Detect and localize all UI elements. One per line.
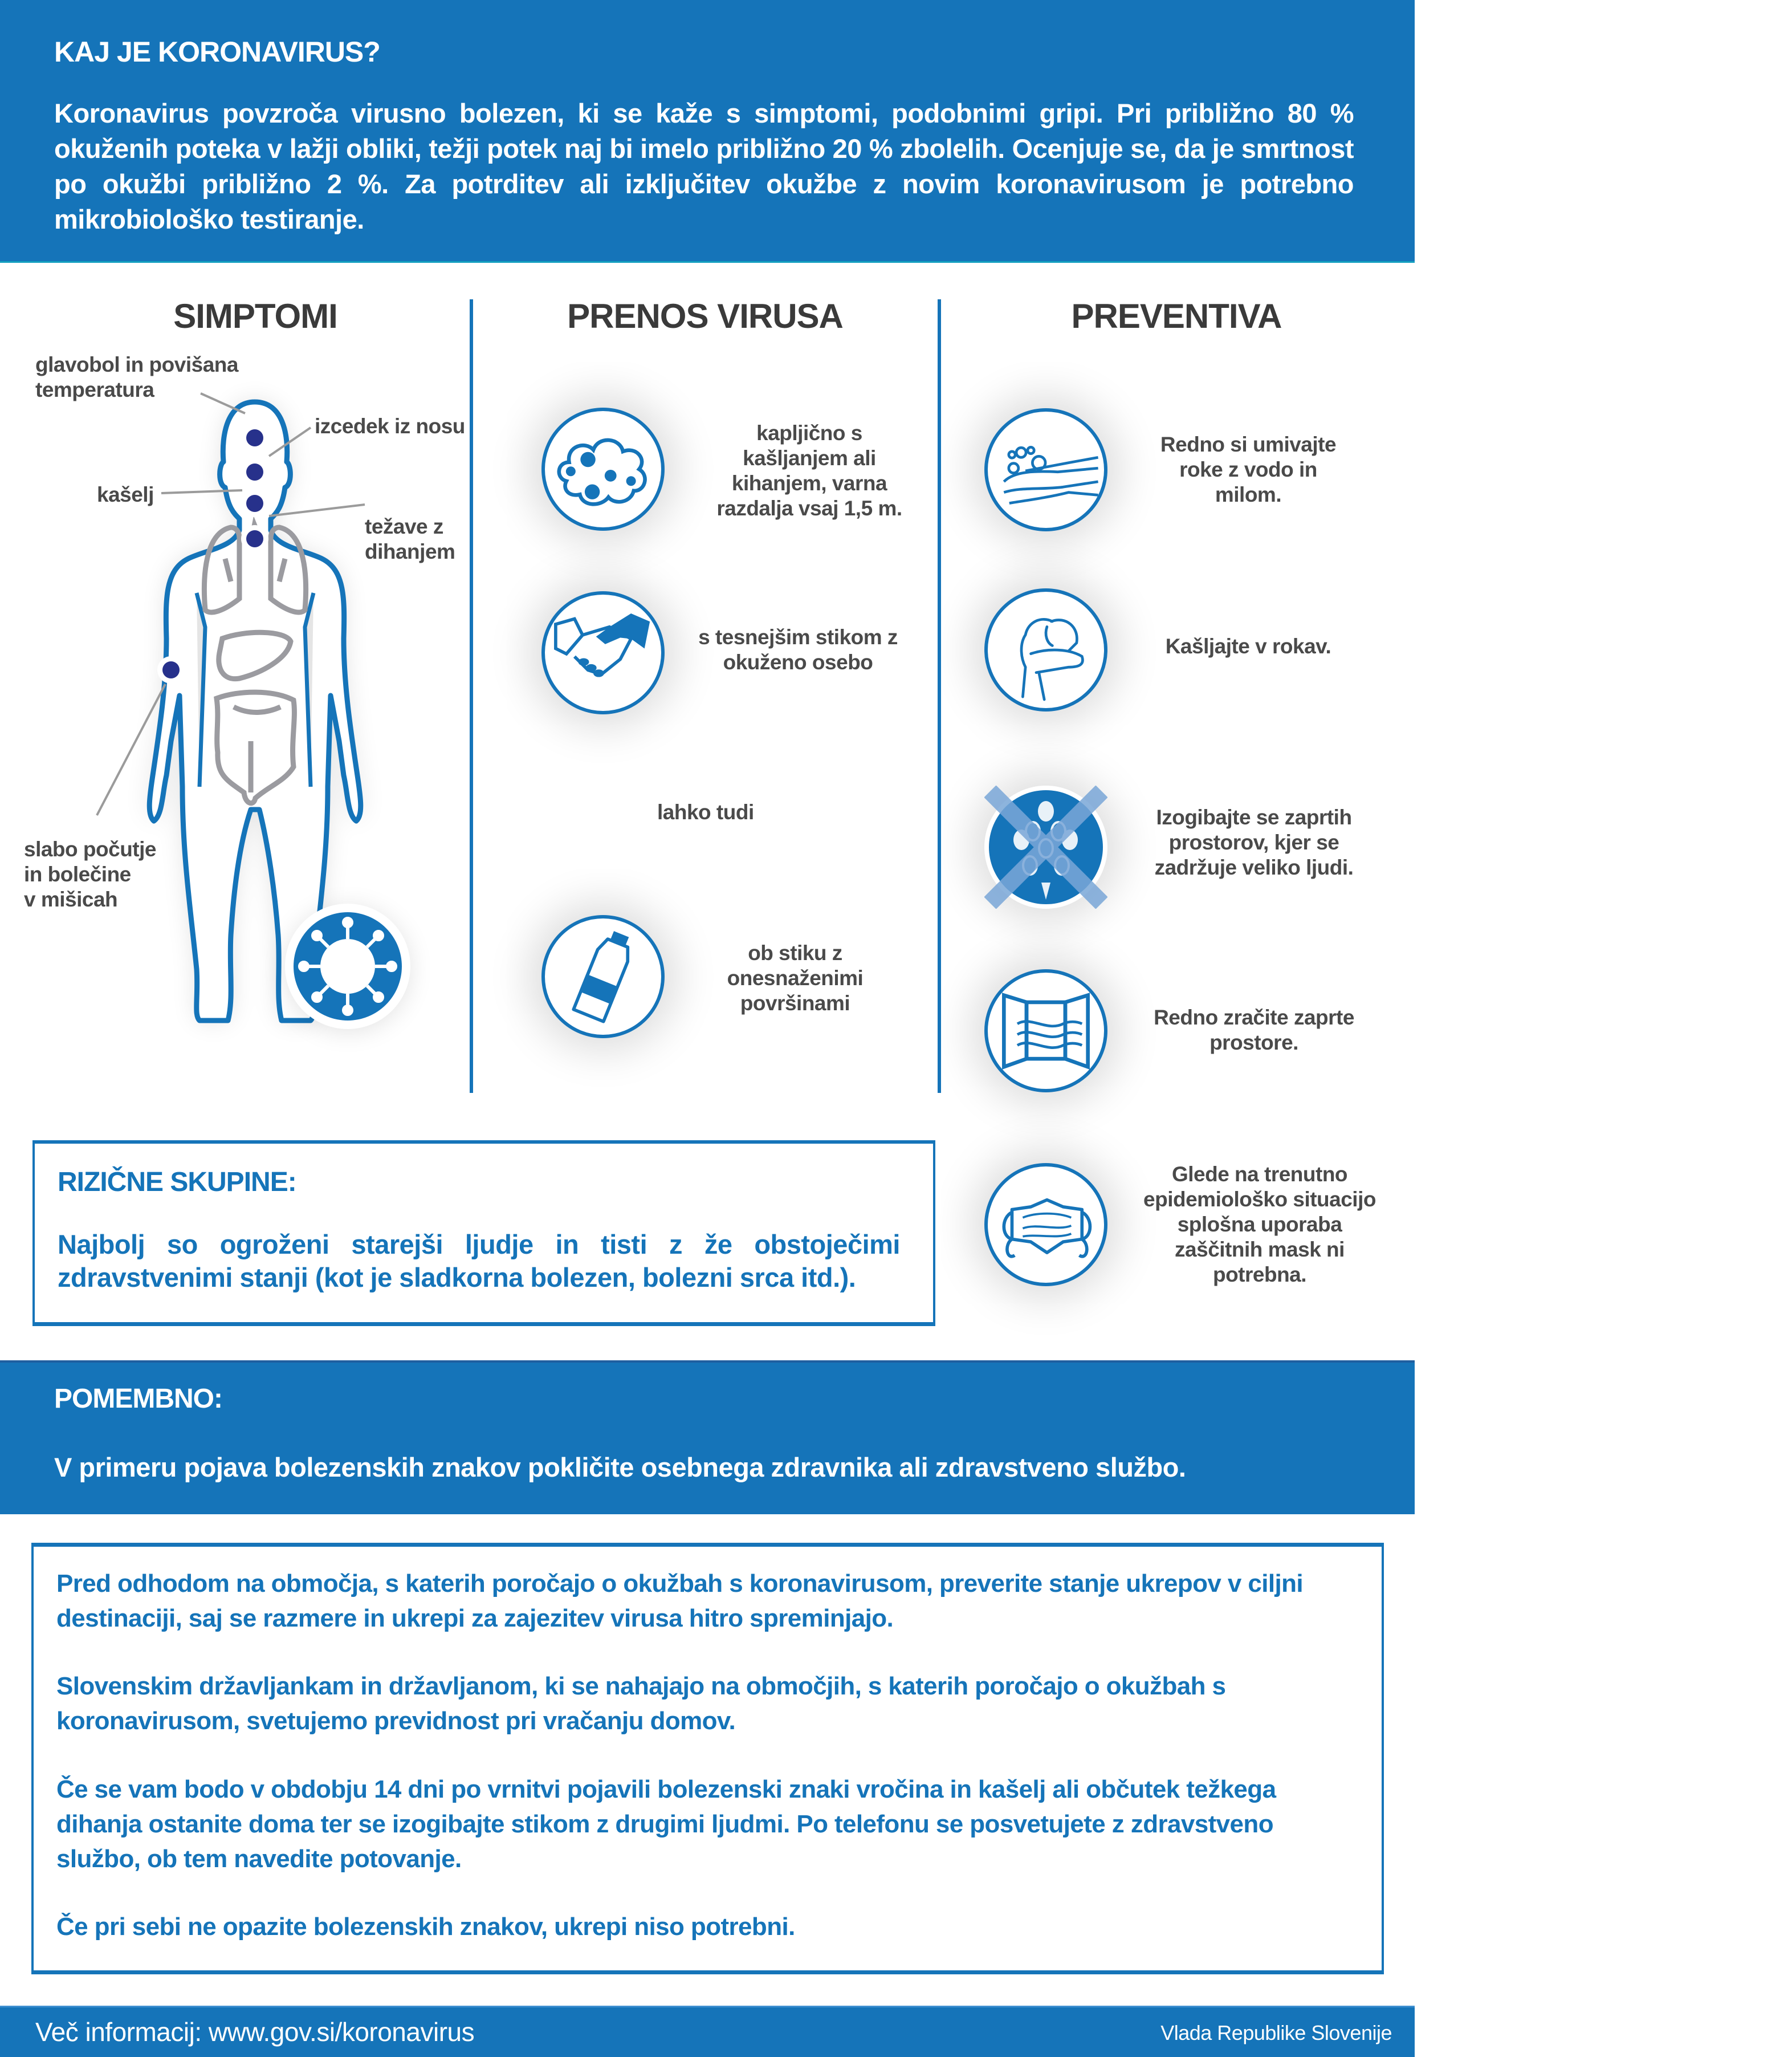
transmission-text-contact: [684, 625, 912, 675]
intro-title: KAJ JE KORONAVIRUS?: [54, 36, 380, 68]
symptom-label-nose: izcedek iz nosu: [315, 414, 465, 438]
text-line: ob stiku z: [748, 941, 842, 965]
travel-paragraph: Če se vam bodo v obdobju 14 dni po vrnitvi pojavili bolezenski znaki vročina in kašelj ali občutek težkega dihanja ostanite doma ter se izogibajte stikom z drugimi ljudmi. Po telefonu se posvetujete z zdravstveno službo, ob tem navedite potovanje.: [56, 1775, 1276, 1873]
more-info-link[interactable]: Več informacij: www.gov.si/koronavirus: [35, 2017, 475, 2047]
text-line: zaščitnih mask ni: [1175, 1238, 1345, 1261]
risk-groups-box: [32, 1140, 935, 1326]
text-line: zadržuje veliko ljudi.: [1154, 856, 1354, 879]
avoid-crowds-icon: [984, 786, 1107, 909]
text-line: Redno si umivajte: [1160, 433, 1337, 456]
column-divider: [470, 299, 473, 1093]
handshake-icon: [541, 591, 665, 714]
text-line: splošna uporaba: [1177, 1213, 1342, 1236]
important-banner: [0, 1360, 1415, 1514]
label-line: temperatura: [35, 378, 154, 401]
text-line: razdalja vsaj 1,5 m.: [716, 497, 902, 520]
column-divider: [938, 299, 941, 1093]
text-line: prostore.: [1209, 1031, 1298, 1054]
prevention-heading: PREVENTIVA: [1071, 297, 1282, 335]
droplet-cloud-icon: [541, 408, 665, 531]
transmission-text-droplets: [695, 421, 923, 521]
text-line: prostorov, kjer se: [1168, 831, 1339, 854]
text-line: površinami: [740, 991, 850, 1015]
transmission-text-surfaces: [693, 941, 898, 1016]
intro-text: Koronavirus povzroča virusno bolezen, ki se kaže s simptomi, podobnimi gripi. Pri približno 80 % okuženih poteka v lažji obliki, težji potek naj bi imelo približno 20 % zbolelih. Ocenjuje se, da je smrtnost po okužbi približno 2 %. Za potrditev ali izključitev okužbe z novim koronavirusom je potrebno mikrobiološko testiranje.: [54, 98, 1354, 234]
label-line: glavobol in povišana: [35, 353, 238, 376]
text-line: okuženo osebo: [723, 651, 873, 674]
travel-paragraph: Če pri sebi ne opazite bolezenskih znakov, ukrepi niso potrebni.: [56, 1913, 795, 1941]
symptom-label-breathing: [365, 514, 455, 564]
text-line: Glede na trenutno: [1171, 1162, 1348, 1186]
important-text: V primeru pojava bolezenskih znakov pokličite osebnega zdravnika ali zdravstveno službo.: [54, 1452, 1186, 1482]
text-line: onesnaženimi: [727, 966, 864, 990]
face-mask-icon: [984, 1163, 1107, 1286]
text-line: milom.: [1215, 483, 1282, 506]
hand-washing-icon: [984, 408, 1107, 531]
prevention-text-cough: Kašljajte v rokav.: [1165, 635, 1331, 658]
cough-into-sleeve-icon: [984, 588, 1107, 712]
transmission-also-label: lahko tudi: [657, 800, 754, 824]
prevention-text-masks: [1134, 1162, 1385, 1287]
important-title: POMEMBNO:: [54, 1384, 222, 1414]
prevention-text-handwashing: [1140, 432, 1357, 507]
symptoms-heading: SIMPTOMI: [173, 297, 337, 335]
text-line: Izogibajte se zaprtih: [1156, 806, 1352, 829]
bottle-icon: [541, 915, 665, 1038]
symptom-label-cough: kašelj: [97, 483, 154, 506]
text-line: roke z vodo in: [1179, 458, 1317, 481]
open-window-icon: [984, 969, 1107, 1092]
risk-groups-title: RIZIČNE SKUPINE:: [58, 1167, 296, 1197]
label-line: in bolečine: [24, 863, 131, 886]
label-line: v mišicah: [24, 888, 118, 911]
intro-banner: [0, 0, 1415, 263]
travel-info-box: [31, 1543, 1384, 1974]
footer-bar: [0, 2006, 1415, 2057]
text-line: kašljanjem ali: [743, 446, 876, 470]
publisher-name: Vlada Republike Slovenije: [1160, 2021, 1392, 2044]
label-line: dihanjem: [365, 540, 455, 563]
symptom-label-muscle-pain: [24, 837, 156, 912]
human-body-figure: [0, 342, 467, 1106]
risk-groups-text: Najbolj so ogroženi starejši ljudje in tisti z že obstoječimi zdravstvenimi stanji (kot je sladkorna bolezen, bolezni srca itd.).: [58, 1229, 900, 1292]
symptom-label-headache: [35, 352, 238, 403]
prevention-text-ventilation: [1134, 1005, 1374, 1055]
text-line: kapljično s: [756, 421, 862, 445]
text-line: potrebna.: [1212, 1263, 1307, 1286]
text-line: s tesnejšim stikom z: [698, 625, 898, 649]
travel-paragraph: Pred odhodom na območja, s katerih poročajo o okužbah s koronavirusom, preverite stanje ukrepov v ciljni destinaciji, saj se razmere in ukrepi za zajezitev virusa hitro spreminjajo.: [56, 1570, 1304, 1632]
text-line: Redno zračite zaprte: [1154, 1006, 1354, 1029]
travel-paragraph: Slovenskim državljankam in državljanom, ki se nahajajo na območjih, s katerih poročajo o okužbah s koronavirusom, svetujemo previdnost pri vračanju domov.: [56, 1672, 1226, 1735]
text-line: kihanjem, varna: [731, 471, 887, 495]
transmission-heading: PRENOS VIRUSA: [567, 297, 843, 335]
text-line: epidemiološko situacijo: [1143, 1188, 1376, 1211]
prevention-text-crowds: [1134, 805, 1374, 880]
label-line: slabo počutje: [24, 838, 156, 861]
label-line: težave z: [365, 515, 443, 538]
